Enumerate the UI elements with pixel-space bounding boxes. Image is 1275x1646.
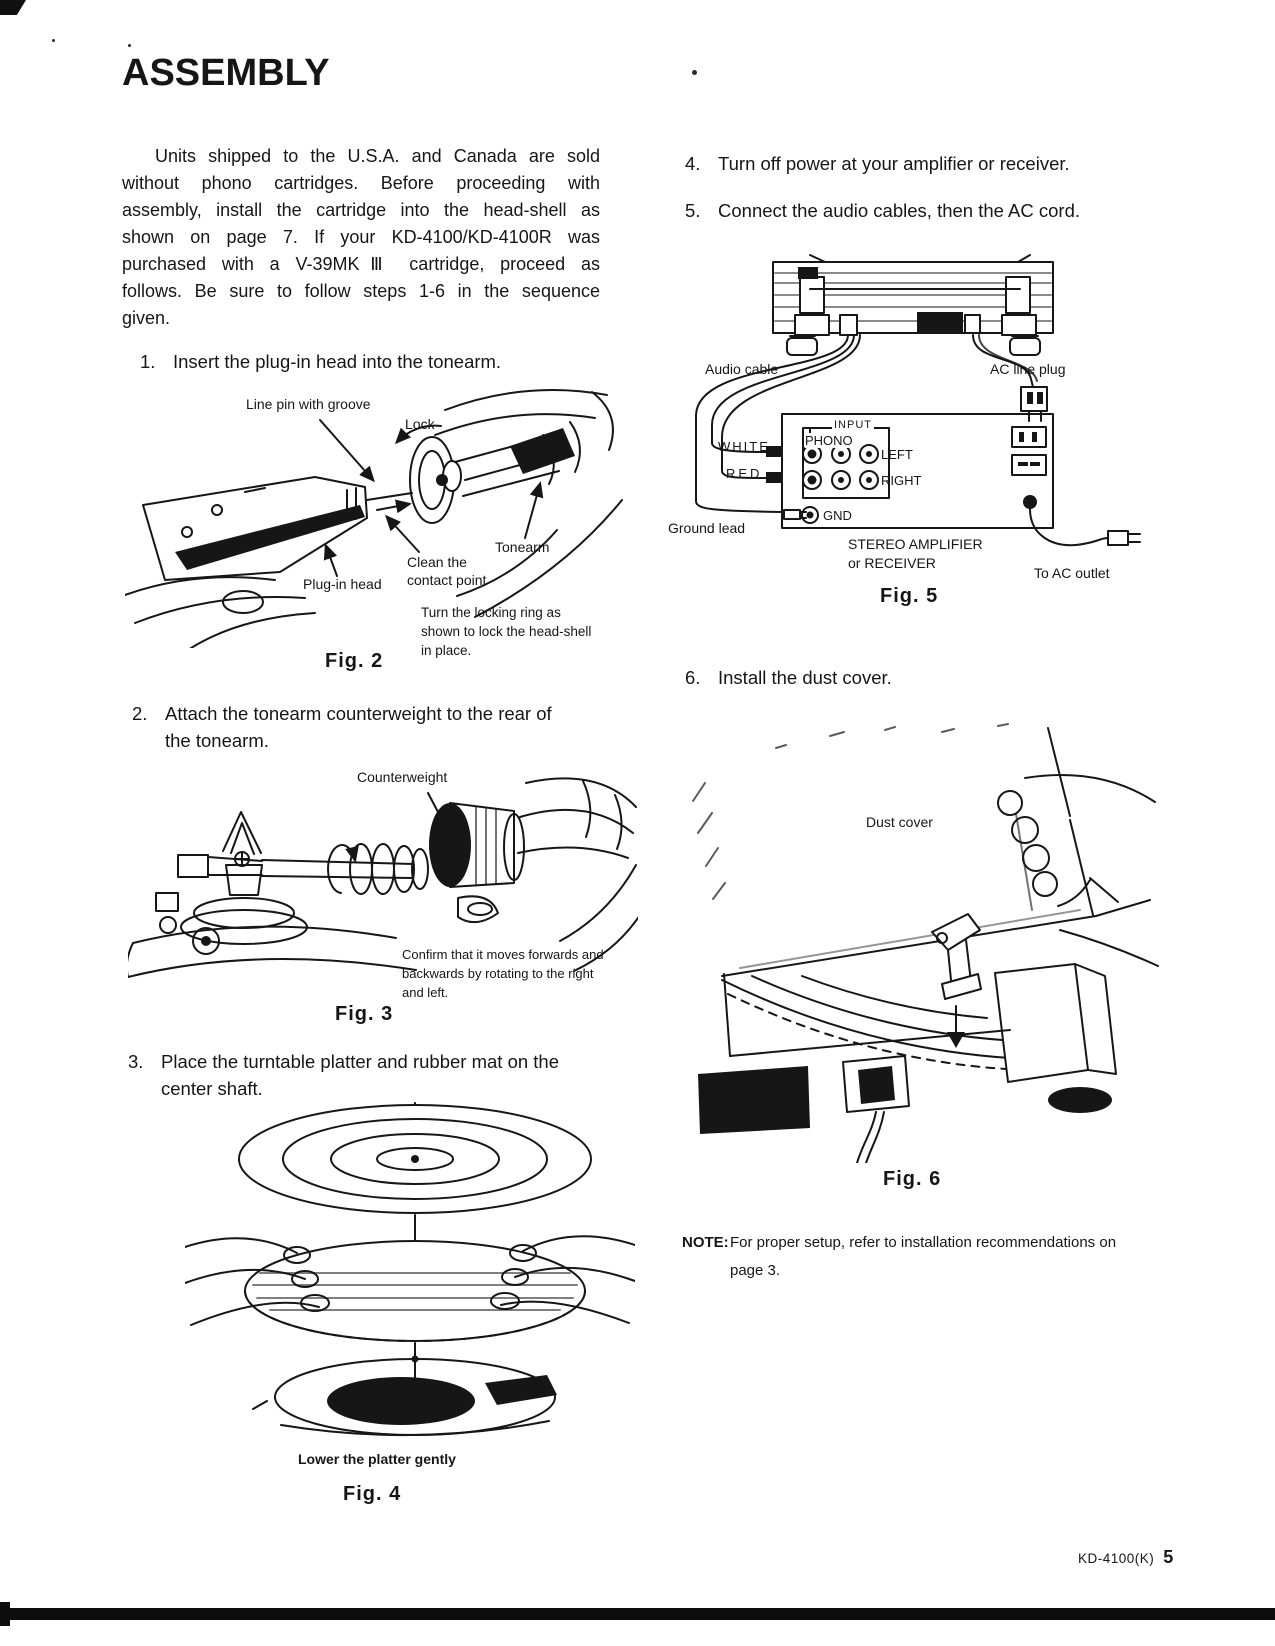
fig2-note-line: Turn the locking ring as: [421, 605, 561, 620]
fig4-platter-illustration: [185, 1095, 635, 1447]
fig4-label-lower-platter: Lower the platter gently: [298, 1451, 456, 1467]
scan-speck: [128, 44, 131, 47]
figure-5: [660, 243, 1170, 613]
step-number: 3.: [128, 1051, 144, 1072]
bottom-bar: [0, 1608, 1275, 1620]
figure-2: [125, 380, 630, 680]
step-number: 5.: [685, 200, 701, 221]
fig5-label-input: INPUT: [834, 419, 872, 431]
fig5-label-receiver: or RECEIVER: [848, 555, 936, 571]
intro-paragraph: [122, 143, 600, 332]
step-text: Install the dust cover.: [718, 667, 892, 688]
fig4-caption: Fig. 4: [343, 1483, 402, 1505]
fig5-label-ac-line-plug: AC line plug: [990, 361, 1066, 377]
fig2-caption: Fig. 2: [325, 650, 384, 672]
intro-line: purchased with a V-39MKⅢ cartridge, proceed as: [122, 254, 600, 274]
step-number: 4.: [685, 153, 701, 174]
fig2-label-lock: Lock: [405, 416, 435, 432]
fig5-label-ground-lead: Ground lead: [668, 520, 746, 536]
figure-6: [680, 718, 1225, 1198]
fig2-label-plug-in-head: Plug-in head: [303, 576, 382, 592]
intro-line: Units shipped to the U.S.A. and Canada are sold: [155, 146, 600, 166]
fig6-dust-cover-illustration: [680, 718, 1225, 1163]
fig5-label-to-ac-outlet: To AC outlet: [1034, 565, 1110, 581]
scan-speck: [52, 39, 55, 42]
scan-corner-mark: [0, 0, 26, 15]
note-label: NOTE:: [682, 1234, 729, 1251]
intro-line: shown on page 7. If your KD-4100/KD-4100R was: [122, 227, 600, 247]
step-4: [685, 150, 1070, 177]
step-1: [140, 348, 501, 375]
fig2-note-line: shown to lock the head-shell: [421, 624, 592, 639]
fig2-label-tonearm: Tonearm: [495, 539, 550, 555]
page-footer: [1078, 1547, 1173, 1568]
fig2-note-line: in place.: [421, 643, 472, 658]
note-text: For proper setup, refer to installation recommendations on: [730, 1234, 1117, 1251]
footer-page-number: 5: [1163, 1547, 1174, 1567]
fig3-note-line: backwards by rotating to the right: [402, 966, 594, 981]
fig5-label-audio-cable: Audio cable: [705, 361, 779, 377]
step-5: [685, 197, 1080, 224]
step-text: Place the turntable platter and rubber mat on the: [161, 1051, 560, 1072]
fig3-label-counterweight: Counterweight: [357, 769, 448, 785]
fig5-label-amplifier: STEREO AMPLIFIER: [848, 536, 983, 552]
step-number: 6.: [685, 667, 701, 688]
step-text: center shaft.: [161, 1078, 263, 1099]
step-number: 1.: [140, 351, 156, 372]
intro-line: assembly, install the cartridge into the head-shell as: [122, 200, 600, 220]
intro-line: given.: [122, 308, 171, 328]
fig2-label-clean-contact: Clean the contact point: [407, 554, 487, 588]
step-text: the tonearm.: [165, 730, 269, 751]
step-3: [128, 1048, 559, 1102]
figure-4: [185, 1095, 635, 1515]
intro-line: without phono cartridges. Before proceeding with: [122, 173, 600, 193]
fig2-label-line-pin: Line pin with groove: [246, 396, 371, 412]
fig3-note: [402, 945, 620, 1002]
fig5-label-left: LEFT: [881, 447, 913, 462]
fig5-label-phono: PHONO: [805, 433, 853, 448]
step-2: [132, 700, 552, 754]
footer-model-number: KD-4100(K): [1078, 1551, 1155, 1566]
fig3-note-line: and left.: [402, 985, 449, 1000]
step-text: Insert the plug-in head into the tonearm.: [173, 351, 502, 372]
fig5-label-white: WHITE: [718, 439, 770, 454]
step-text: Connect the audio cables, then the AC cord.: [718, 200, 1081, 221]
fig3-caption: Fig. 3: [335, 1003, 394, 1025]
step-number: 2.: [132, 703, 148, 724]
fig5-label-gnd: GND: [823, 508, 852, 523]
fig2-note: [421, 603, 626, 660]
figure-3: [128, 765, 638, 1030]
fig5-label-right: RIGHT: [881, 473, 922, 488]
intro-line: follows. Be sure to follow steps 1-6 in the sequence: [122, 281, 600, 301]
step-text: Attach the tonearm counterweight to the rear of: [165, 703, 552, 724]
fig3-note-line: Confirm that it moves forwards and: [402, 947, 604, 962]
fig6-label-dust-cover: Dust cover: [866, 814, 933, 830]
fig5-caption: Fig. 5: [880, 585, 939, 607]
scan-speck: [692, 70, 697, 75]
fig5-label-red: RED: [726, 466, 763, 481]
step-6: [685, 664, 892, 691]
step-text: Turn off power at your amplifier or receiver.: [718, 153, 1070, 174]
fig6-caption: Fig. 6: [883, 1168, 942, 1190]
page-title: ASSEMBLY: [122, 52, 330, 94]
note-text: page 3.: [730, 1262, 781, 1279]
